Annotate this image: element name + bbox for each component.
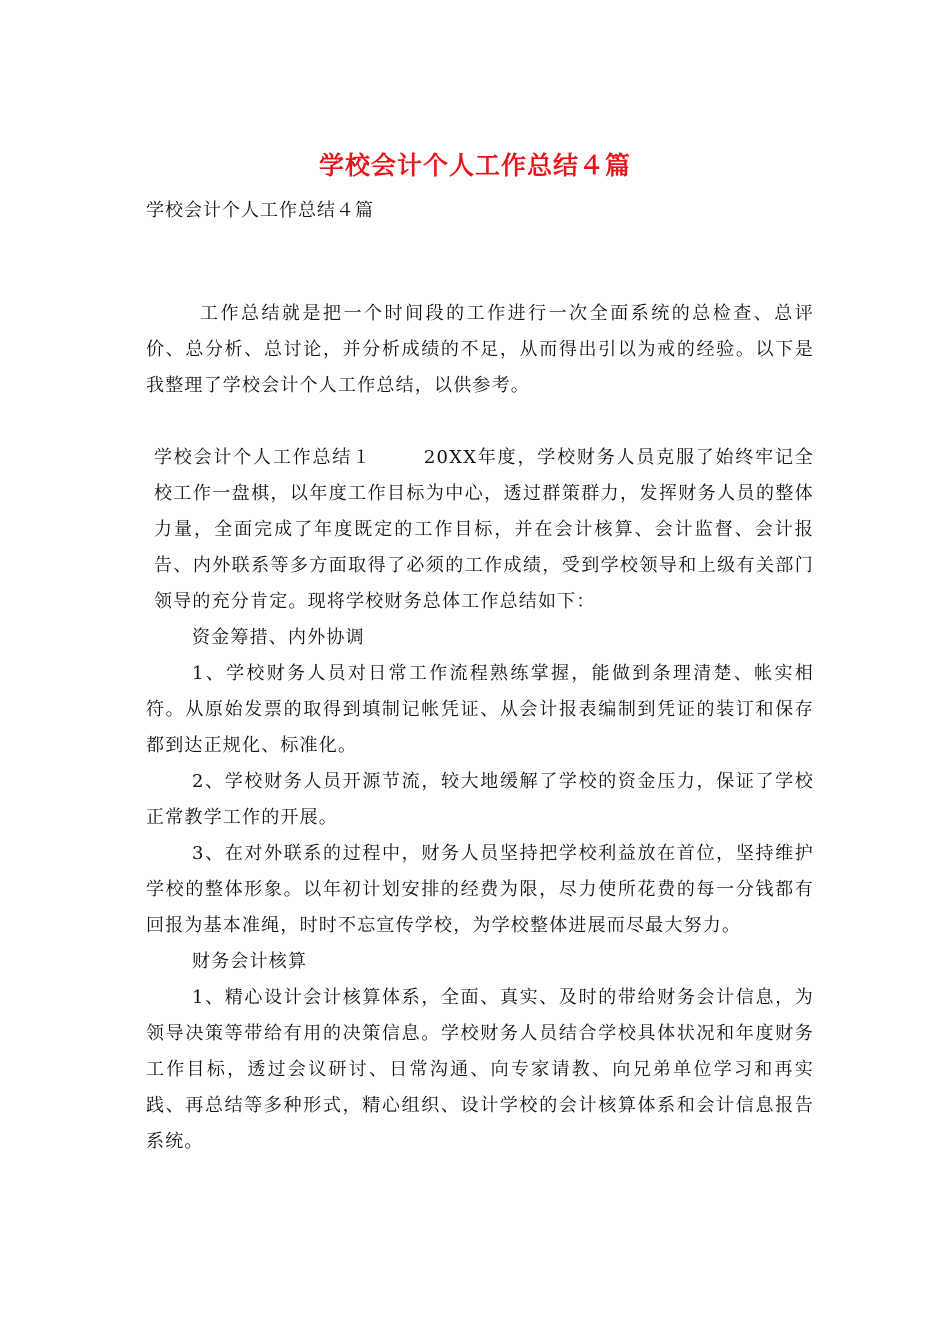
paragraph-spacer bbox=[146, 404, 814, 440]
list-item-1: 1、学校财务人员对日常工作流程熟练掌握，能做到条理清楚、帐实相符。从原始发票的取得到填制记帐凭证、从会计报表编制到凭证的装订和保存都到达正规化、标准化。 bbox=[146, 663, 814, 756]
section1-paragraph bbox=[146, 440, 814, 620]
subheading-accounting: 财务会计核算 bbox=[192, 951, 308, 972]
list-item-3: 3、在对外联系的过程中，财务人员坚持把学校利益放在首位，坚持维护学校的整体形象。以年初计划安排的经费为限，尽力使所花费的每一分钱都有回报为基本准绳，时时不忘宣传学校，为学校整体进展而尽最大努力。 bbox=[146, 843, 814, 936]
list-item-4: 1、精心设计会计核算体系，全面、真实、及时的带给财务会计信息，为领导决策等带给有用的决策信息。学校财务人员结合学校具体状况和年度财务工作目标，透过会议研讨、日常沟通、向专家请教、向兄弟单位学习和再实践、再总结等多种形式，精心组织、设计学校的会计核算体系和会计信息报告系统。 bbox=[146, 987, 814, 1152]
subheading-funding: 资金筹措、内外协调 bbox=[192, 627, 365, 648]
list-item-2: 2、学校财务人员开源节流，较大地缓解了学校的资金压力，保证了学校正常教学工作的开展。 bbox=[146, 771, 814, 828]
document-body bbox=[146, 296, 814, 1160]
document-title: 学校会计个人工作总结４篇 bbox=[318, 151, 631, 180]
section1-heading: 学校会计个人工作总结１ bbox=[154, 447, 372, 468]
intro-paragraph: 工作总结就是把一个时间段的工作进行一次全面系统的总检查、总评价、总分析、总讨论，并分析成绩的不足，从而得出引以为戒的经验。以下是我整理了学校会计个人工作总结，以供参考。 bbox=[146, 303, 814, 396]
document-subtitle: 学校会计个人工作总结４篇 bbox=[146, 200, 374, 221]
section1-intro: 20XX年度，学校财务人员克服了始终牢记全校工作一盘棋，以年度工作目标为中心，透过群策群力，发挥财务人员的整体力量，全面完成了年度既定的工作目标，并在会计核算、会计监督、会计报告、内外联系等多方面取得了必须的工作成绩，受到学校领导和上级有关部门领导的充分肯定。现将学校财务总体工作总结如下： bbox=[154, 447, 814, 612]
